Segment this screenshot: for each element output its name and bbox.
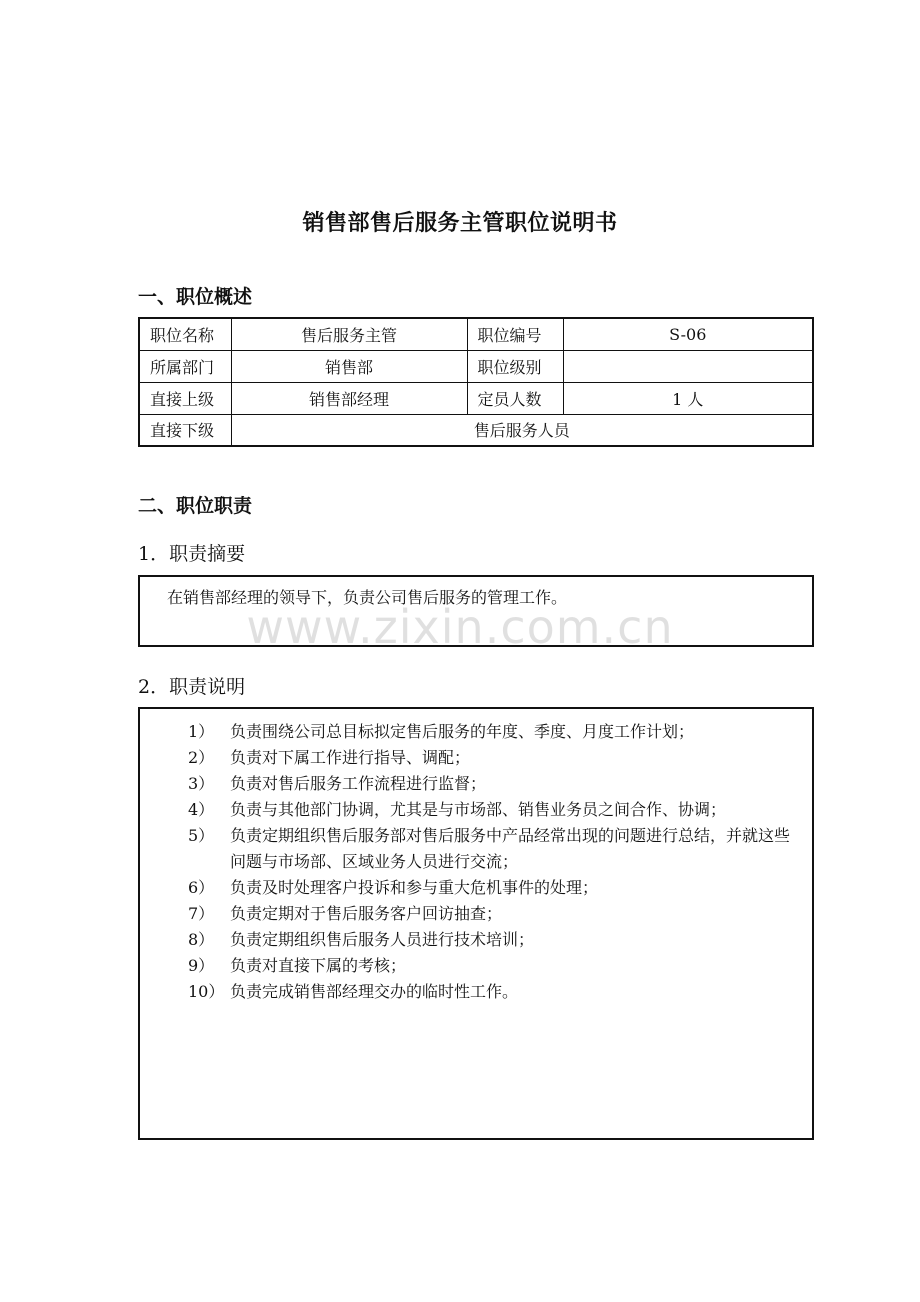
table-cell: 职位名称 (139, 318, 231, 350)
table-cell: 销售部经理 (231, 382, 467, 414)
table-cell: 职位编号 (467, 318, 563, 350)
item-number: 5） (188, 826, 215, 845)
table-cell: 定员人数 (467, 382, 563, 414)
item-number: 9） (188, 956, 215, 975)
item-text: 负责定期组织售后服务部对售后服务中产品经常出现的问题进行总结，并就这些问题与市场部、区域业务人员进行交流； (230, 826, 791, 871)
table-cell: 售后服务主管 (231, 318, 467, 350)
table-row (139, 382, 813, 414)
table-cell: 销售部 (231, 350, 467, 382)
item-number: 6） (188, 878, 215, 897)
list-item (188, 797, 800, 823)
list-item (188, 953, 800, 979)
list-item (188, 979, 800, 1005)
item-number: 2） (188, 748, 215, 767)
item-text: 负责完成销售部经理交办的临时性工作。 (230, 982, 519, 1001)
subheading-duties: 2．职责说明 (138, 676, 246, 698)
table-cell (563, 350, 813, 382)
section-heading-duties: 二、职位职责 (138, 495, 253, 517)
item-number: 7） (188, 904, 215, 923)
list-item (188, 745, 800, 771)
item-number: 3） (188, 774, 215, 793)
summary-text: 在销售部经理的领导下，负责公司售后服务的管理工作。 (167, 588, 568, 607)
list-item (188, 927, 800, 953)
item-text: 负责对下属工作进行指导、调配； (230, 748, 471, 767)
list-item (188, 875, 800, 901)
table-row (139, 318, 813, 350)
table-cell: S-06 (563, 318, 813, 350)
item-text: 负责围绕公司总目标拟定售后服务的年度、季度、月度工作计划； (230, 722, 695, 741)
item-number: 1） (188, 722, 215, 741)
table-cell: 售后服务人员 (231, 414, 813, 446)
item-number: 4） (188, 800, 215, 819)
document-title: 销售部售后服务主管职位说明书 (302, 211, 618, 236)
overview-table (138, 317, 814, 447)
table-cell: 直接下级 (139, 414, 231, 446)
table-row (139, 414, 813, 446)
duties-box (138, 707, 814, 1140)
item-number: 10） (188, 982, 225, 1001)
table-row (139, 350, 813, 382)
item-text: 负责及时处理客户投诉和参与重大危机事件的处理； (230, 878, 599, 897)
list-item (188, 719, 800, 745)
table-cell: 直接上级 (139, 382, 231, 414)
section-heading-overview: 一、职位概述 (138, 286, 253, 308)
list-item (188, 771, 800, 797)
item-text: 负责定期对于售后服务客户回访抽查； (230, 904, 503, 923)
item-text: 负责对直接下属的考核； (230, 956, 407, 975)
table-cell: 职位级别 (467, 350, 563, 382)
list-item (188, 901, 800, 927)
table-cell: 所属部门 (139, 350, 231, 382)
item-text: 负责与其他部门协调，尤其是与市场部、销售业务员之间合作、协调； (230, 800, 727, 819)
item-text: 负责定期组织售后服务人员进行技术培训； (230, 930, 535, 949)
item-number: 8） (188, 930, 215, 949)
item-text: 负责对售后服务工作流程进行监督； (230, 774, 487, 793)
table-cell: 1 人 (563, 382, 813, 414)
watermark: www.zixin.com.cn (246, 600, 674, 654)
summary-box (138, 575, 814, 647)
list-item (188, 823, 800, 875)
subheading-summary: 1．职责摘要 (138, 543, 246, 565)
